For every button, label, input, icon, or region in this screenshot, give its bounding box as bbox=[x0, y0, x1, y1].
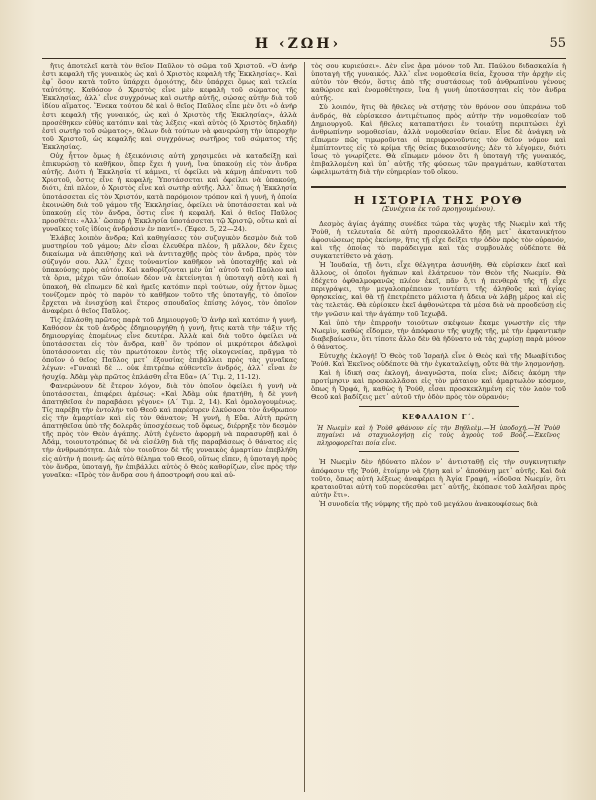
page-number: 55 bbox=[549, 36, 566, 51]
right-paragraph: Δεσμὸς ἀγίας ἀγάπης συνέδεε τώρα τὰς ψυχὰς τῆς Νωεμὶν καὶ τῆς Ῥοὺθ, ἡ τελευταία δὲ αὐτὴ προσεκολλᾶτο ἤδη μετ᾽ ἀκατανικήτου ἀφοσιώσεως πρὸς ἐκείνην, ἥτις τῇ εἶχε δείξει τὴν ὁδὸν πρὸς τὸν οὐρανόν, καὶ τῆς ὁποίας τὸ παράδειγμα καὶ τὰς συμβουλὰς οὐδέποτε θὰ συγκατετίθετο νὰ χάσῃ. bbox=[311, 219, 566, 260]
right-paragraph: Ἡ συνοδεία τῆς νύμφης τῆς πρὸ τοῦ μεγάλου ἀνακουφίσεως διὰ bbox=[319, 499, 538, 508]
section-title: Η ΙΣΤΟΡΙΑ ΤΗΣ ΡΟΥΘ bbox=[353, 193, 524, 208]
left-paragraph: Οὐχ ἧττον ὅμως ἡ ἐξεικόνισις αὐτὴ χρησιμεύει νὰ καταδείξῃ καὶ ἐπικυρώσῃ τὸ καθῆκον, ὅπερ ἔχει ἡ γυνή, ἵνα ὑπακούῃ εἰς τὸν ἄνδρα αὐτῆς. Διότι ἡ Ἐκκλησία τί κάμνει, τί ὀφείλει νὰ κάμνῃ ἀπέναντι τοῦ Χριστοῦ, ὅστις εἶνε ἡ κεφαλή; Ὑποτάσσεται καὶ ὀφείλει νὰ ὑπακούῃ, διότι, ἐπὶ πλέον, ὁ Χριστὸς εἶνε καὶ σωτὴρ αὐτῆς. Ἀλλ᾽ ὅπως ἡ Ἐκκλησία ὑποτάσσεται εἰς τὸν Χριστόν, κατὰ παρόμοιον τρόπον καὶ ἡ γυνή, ἡ ὁποία ἐκοινώθη διὰ τοῦ γάμου τῆς Ἐκκλησίας, ὀφείλει νὰ ὑποτάσσεται καὶ νὰ ὑπακούῃ εἰς τὸν ἄνδρα, ὅστις εἶνε ἡ κεφαλή. Καὶ ὁ θεῖος Παῦλος προσθέτει: «Ἀλλ᾽ ὥσπερ ἡ Ἐκκλησία ὑποτάσσεται τῷ Χριστῷ, οὕτω καὶ αἱ γυναῖκες τοῖς ἰδίοις ἀνδράσιν ἐν παντί». (Ἐφεσ. 5, 22—24). bbox=[42, 152, 297, 233]
right-paragraph: Ἡ Ἰουδαία, τῇ ὄντι, εἶχε θέλγητρα ἀσυνήθη. Θὰ εὑρίσκεν ἐκεῖ καὶ ἄλλους, οἱ ὁποῖοι ἠγάπων καὶ ἐλάτρευον τὸν Θεὸν τῆς Νωεμίν. Θὰ ἐδέχετο ὀφθαλμοφανῶς πλέον ἐκεῖ, πᾶν ὅ,τι ἡ πενθερὰ τῆς τῇ εἶχε περιγράψει, τὴν μεγαλοπρέπειαν τουτέστι τῆς ἀληθοῦς καὶ ἁγίας θρησκείας, καὶ θὰ τῇ ἐπετρέπετο μάλιστα ἡ ἄδεια νὰ λάβῃ μέρος καὶ εἰς τὰς τελετάς. Θὰ εὑρίσκεν ἐκεῖ ἀφθονώτερα τὰ μέσα διὰ νὰ προοδεύσῃ εἰς τὴν γνῶσιν καὶ τὴν ἀγάπην τοῦ Ἰεχωβᾶ. bbox=[311, 260, 566, 318]
magazine-title: Η ‹ΖΩΗ› bbox=[254, 36, 342, 52]
left-paragraph: ἤτις ἀποτελεῖ κατὰ τὸν θεῖον Παῦλον τὸ σῶμα τοῦ Χριστοῦ. «Ὁ ἀνήρ ἐστι κεφαλὴ τῆς γυναικὸς ὡς καὶ ὁ Χριστὸς κεφαλὴ τῆς Ἐκκλησίας». Καὶ ἐφ᾽ ὅσον κατὰ τοῦτο ὑπάρχει ὁμοιότης, δὲν ὑπάρχει ὅμως καὶ τελεία ταὐτότης. Καθόσον ὁ Χριστὸς εἶνε μὲν κεφαλὴ τοῦ σώματος τῆς Ἐκκλησίας, ἀλλ᾽ εἶνε συγχρόνως καὶ σωτὴρ αὐτῆς, σώσας αὐτὴν διὰ τοῦ ἰδίου αἵματος. Ἕνεκα τούτου δὲ καὶ ὁ θεῖος Παῦλος εἶπε μὲν ὅτι «ὁ ἀνήρ ἐστι κεφαλὴ τῆς γυναικός, ὡς καὶ ὁ Χριστὸς τῆς Ἐκκλησίας», ἀλλὰ προσέθηκεν εὐθὺς κατόπιν καὶ τὰς λέξεις «καὶ αὐτὸς (ὁ Χριστὸς δηλαδὴ) ἐστὶ σωτὴρ τοῦ σώματος», θέλων διὰ τούτων νὰ φανερώσῃ τὴν ὑπεροχὴν τοῦ Χριστοῦ, ὡς κεφαλῆς καὶ συγχρόνως σωτῆρος τοῦ σώματος τῆς Ἐκκλησίας. bbox=[42, 62, 297, 151]
right-intro-2: Σὺ λοιπόν, ἥτις θὰ ἤθελες νὰ στήσῃς τὸν θρόνον σου ὑπεράνω τοῦ ἀνδρός, θὰ εὑρίσκεσο ἀντιμέτωπος πρὸς αὐτὴν τὴν νομοθεσίαν τοῦ Δημιουργοῦ. Καὶ ἤθελες καταπατήσει ἐν τοιαύτῃ περιπτώσει ἐχὶ ἀνθρωπίνην νομοθεσίαν, ἀλλὰ νομοθεσίαν θείαν. Εἶνε δὲ ἀνάγκη νὰ εἴπωμεν πῶς τιμωροῦνται οἱ περιφρονοῦντες τὸν θεῖον νόμον καὶ ἐμπίπτοντες εἰς τὸ κρίμα τῆς θείας δικαιοσύνης; Δὲν τὸ λέγομεν, διότι ἴσως τὸ γνωρίζετε. Θὰ εἴπωμεν μόνον ὅτι ἡ ὑποταγὴ τῆς γυναικός, ἐπιβαλλομένη καὶ ὑπ᾽ αὐτῆς τῆς φύσεως τῶν πραγμάτων, καθίσταται ὠφελιμωτάτη διὰ τὴν εὐημερίαν τοῦ οἴκου. bbox=[311, 103, 566, 177]
header-rule bbox=[42, 58, 566, 59]
right-intro: τὸς σου κυριεύσει». Δὲν εἶνε ἄρα μόνον τοῦ Ἀπ. Παύλου διδασκαλία ἡ ὑποταγὴ τῆς γυναικός. Ἀλλ᾽ εἶνε νομοθεσία θεία, ἔχουσα τὴν ἀρχὴν εἰς αὐτὸν τὸν Θεόν, ὅστις ἀπὸ τῆς συστάσεως τοῦ ἀνθρωπίνου γένους καθώρισε καὶ ἐνομοθέτησεν, ἵνα ἡ γυνὴ ὑποτάσσηται εἰς τὸν ἄνδρα αὐτῆς. bbox=[311, 62, 566, 103]
column-divider bbox=[304, 62, 305, 792]
right-paragraph: Καὶ ὑπὸ τὴν ἐπιρροὴν τοιούτων σκέψεων ἔκαμε γνωστὴν εἰς τὴν Νωεμὶν, καθὼς εἴδομεν, τὴν ἀπόφασιν τῆς ψυχῆς τῆς, μὲ τὴν ἐμφαντικὴν διαβεβαίωσιν, ὅτι τίποτε ἄλλο δὲν θὰ ἠδύνατο νὰ τὰς χωρίσῃ παρὰ μόνον ὁ θάνατος. bbox=[311, 318, 566, 351]
right-paragraph: Ἡ Νωεμὶν δὲν ἠδύνατο πλέον ν᾽ ἀντισταθῇ εἰς τὴν συγκινητικὴν ἀπόφασιν τῆς Ῥούθ, ἑτοίμην νὰ ζήσῃ καὶ ν᾽ ἀποθάνῃ μετ᾽ αὐτῆς. Καὶ διὰ τοῦτο, ὅπως αὐτὴ λέξεως ἀναφέρει ἡ Ἁγία Γραφή, «ἰδοῦσα Νωεμίν, ὅτι κραταιοῦται αὐτὴ τοῦ πορεύεσθαι μετ᾽ αὐτῆς, ἐκόπασε τοῦ λαλῆσαι πρὸς αὐτὴν ἔτι». bbox=[311, 458, 566, 499]
right-paragraph: Εὐτυχὴς ἐκλογή! Ὁ Θεὸς τοῦ Ἰσραὴλ εἶνε ὁ Θεὸς καὶ τῆς Μωαβίτιδος Ῥούθ. Καὶ Ἐκεῖνος οὐδέποτε θὰ τὴν ἐγκαταλείψῃ, οὔτε θὰ τὴν λησμονήσῃ. bbox=[311, 352, 566, 369]
chapter-rule bbox=[359, 406, 519, 407]
section-subtitle: (Συνέχεια ἐκ τοῦ προηγουμένου). bbox=[381, 205, 496, 214]
chapter-summary-rule bbox=[359, 451, 519, 452]
chapter-summary: Ἡ Νωεμὶν καὶ ἡ Ῥοὺθ φθάνουν εἰς τὴν Βηθλεὲμ.—Ἡ ὑποδοχή.—Ἡ Ῥοὺθ πηγαίνει νὰ σταχυολογήσῃ εἰς τοὺς ἀγροὺς τοῦ Βοόζ.—Ἐκεῖνος πληροφορεῖται ποία εἶνε. bbox=[317, 424, 560, 447]
chapter-title: ΚΕΦΑΛΑΙΟΝ Γ΄. bbox=[401, 412, 476, 421]
page-header bbox=[0, 36, 596, 58]
right-paragraph: Καὶ ἡ ἰδική σας ἐκλογή, ἀναγνῶστα, ποία εἶνε; Δίδεις ἀκόμη τὴν προτίμησιν καὶ προσκολλᾶσαι εἰς τὸν μάταιον καὶ ἁμαρτωλὸν κόσμον, ὅπως ἡ Ὀρφά, ἢ, καθὼς ἡ Ῥούθ, εἶσαι προσκεκλημένη εἰς τὸν λαὸν τοῦ Θεοῦ καὶ βαδίζεις μετ᾽ αὐτοῦ τὴν ὁδὸν πρὸς τὸν οὐρανόν; bbox=[311, 369, 566, 402]
section-box-top bbox=[311, 186, 566, 188]
left-paragraph: Φανερώνουν δὲ ἕτερον λόγον, διὰ τὸν ὁποῖον ὀφείλει ἡ γυνὴ νὰ ὑποτάσσεται, ἐπιφέρει ἀμέσως: «Καὶ Ἀδὰμ οὐκ ἠπατήθη, ἡ δὲ γυνὴ ἀπατηθεῖσα ἐν παραβάσει γέγονε» (Α΄ Τιμ. 2, 14). Καὶ ὁμολογουμένως. Τίς παρέβη τὴν ἐντολὴν τοῦ Θεοῦ καὶ παρέσυρεν ἑλκύσασα τὸν ἄνθρωπον εἰς τὴν ἁμαρτίαν καὶ εἰς τὸν θάνατον; Ἡ γυνή, ἡ Εὔα. Αὐτὴ πρώτη ἀπατηθεῖσα ὑπὸ τῆς δολερᾶς ὑποσχέσεως τοῦ ὄφεως, διέρρηξε τὸν δεσμὸν τῆς πρὸς τὸν Θεὸν ἀγάπης. Αὐτὴ ἐγένετο ἀφορμὴ νὰ παρασυρθῇ καὶ ὁ Ἀδάμ, τοιουτοτρόπως δὲ νὰ εἰσέλθῃ διὰ τῆς παραβάσεως ὁ θάνατος εἰς τὴν ἀνθρωπότητα. Διὰ τὸν τοιοῦτον δὲ τῆς γυναικὸς ἁμαρτίαν ἐπεβλήθη εἰς αὐτὴν ἡ ποινή: ὡς αὐτὸ θέλημα τοῦ Θεοῦ, οὕτως εἴπεν, ἡ ὑποταγὴ πρὸς τὸν ἄνδρα, ὑποταγή, ἥν ἐπιβάλλει αὐτὸς ὁ Θεὸς καθορίζων, εἶνε πρὸς τὴν γυναῖκα: «Πρὸς τὸν ἄνδρα σου ἡ ἀποστροφή σου καὶ αὐ- bbox=[42, 381, 297, 479]
left-column bbox=[42, 62, 297, 792]
left-paragraph: Ἐλάβες λοιπὸν ἄνδρα; Καὶ καθηγίασες τὸν συζυγικὸν δεσμὸν διὰ τοῦ μυστηρίου τοῦ γάμου; Δὲν εἶσαι ἐλευθέρα πλέον, ἢ μᾶλλον, δὲν ἔχεις δικαίωμα νὰ ἀπειθήσῃς καὶ νὰ ἀντιταχθῇς πρὸς τὸν ἄνδρα, πρὸς τὸν σύζυγόν σου. Ἀλλ᾽ ἔχεις τοὐναντίον καθῆκον νὰ ὑποταχθῇς καὶ νὰ ὑπακούσῃς πρὸς αὐτόν. Καὶ καθορίζονται μὲν ὑπ᾽ αὐτοῦ τοῦ Παύλου καὶ τὰ ὅρια, μέχρι τῶν ὁποίων δέον νὰ ἐκτείνηται ἡ ὑποταγὴ αὐτὴ καὶ ἡ ὑπακοή, θὰ εἴπωμεν δὲ καὶ ἡμεῖς κατόπιν περὶ τούτων, οὐχ ἧττον ὅμως τονίζομεν πρὸς τὸ παρὸν τὸ καθῆκον τοῦτο τῆς ὑποταγῆς, τὸ ὁποῖον ἔρχεται νὰ ἐνισχύσῃ καὶ ἕτερος σπουδαῖος ἐπίσης λόγος, τὸν ὁποῖον ἀναφέρει ὁ θεῖος Παῦλος. bbox=[42, 233, 297, 315]
right-column bbox=[311, 62, 566, 792]
left-paragraph: Τὶς ἐπλάσθη πρῶτος παρὰ τοῦ Δημιουργοῦ; Ὁ ἀνὴρ καὶ κατόπιν ἡ γυνή. Καθόσον ἐκ τοῦ ἀνδρὸς ἐδημιουργήθη ἡ γυνή, ἥτις κατὰ τὴν τάξιν τῆς δημιουργίας ἐπομένως εἶνε δευτέρα. Ἀλλὰ καὶ διὰ τοῦτο ὀφείλει νὰ ὑποτάσσεται εἰς τὸν ἄνδρα, καθ᾽ ὃν τρόπον οἱ μικρότεροι ἀδελφοὶ ὑποτάσσονται εἰς τὸν πρωτότοκον ἐντὸς τῆς οἰκογενείας, πρᾶγμα τὸ ὁποῖον ὁ θεῖος Παῦλος μετ᾽ ἐξουσίας ἐπιβάλλει πρὸς τὰς γυναῖκας λέγων: «Γυναικὶ δὲ ... οὐκ ἐπιτρέπω αὐθεντεῖν ἀνδρός, ἀλλ᾽ εἶναι ἐν ἡσυχίᾳ. Ἀδὰμ γὰρ πρῶτος ἐπλάσθη εἶτα Εὔα» (Α΄ Τιμ. 2, 11-12). bbox=[42, 315, 297, 381]
